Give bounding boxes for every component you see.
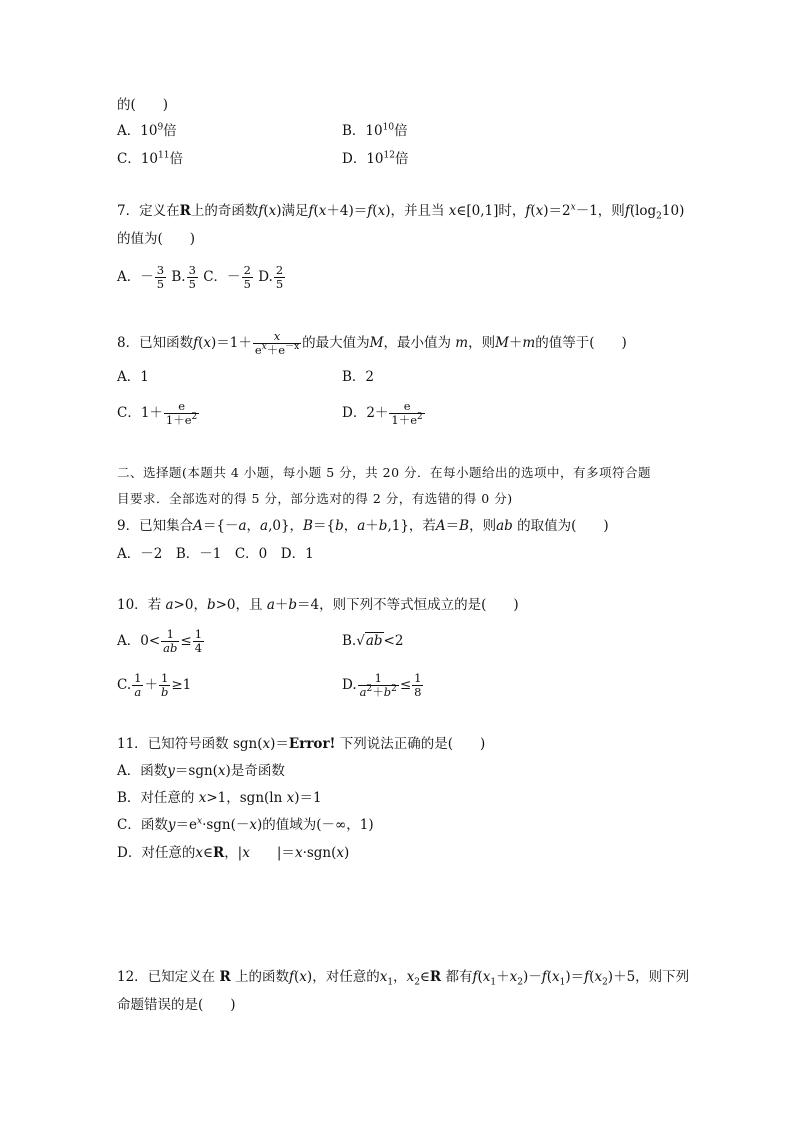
q11-option-b[interactable]: B．对任意的 x>1，sgn(ln x)＝1 <box>117 790 322 806</box>
q10-option-d[interactable]: D. $\frac{1}{a^2+b^2}$ ≤ $\frac{1}{8}$ <box>342 671 422 699</box>
q11-option-d[interactable]: D．对任意的x∈R，|x |＝x·sgn(x) <box>117 845 350 861</box>
q12-stem: 12．已知定义在 R 上的函数f(x)，对任意的$x_1$，$x_2\in R$ 都有$f(x_1+x_2)-f(x_1)=f(x_2)+5$，则下列 <box>117 969 690 988</box>
q6-option-c[interactable]: C．$10^{11}$倍 <box>117 150 183 167</box>
q6-option-a[interactable]: A．$10^9$倍 <box>117 122 177 139</box>
q8-option-a[interactable]: A．1 <box>117 369 149 385</box>
q10-option-b[interactable]: B.√ab<2 <box>342 633 404 649</box>
q9-stem: 9．已知集合A＝{－a，a,0}，B＝{b，a＋b,1}，若A＝B，则ab 的取值为( ) <box>117 518 609 534</box>
q8-option-d[interactable]: D．2＋ $\frac{e}{1+e^2}$ <box>342 399 423 427</box>
sqrt-sign: √ <box>356 633 365 649</box>
q7-stem: 7．定义在R上的奇函数f(x)满足f(x＋4)＝f(x)，并且当 x∈[0,1]时，$f(x)=2^x-1$，则$f(\log_210)$ <box>117 202 685 222</box>
q11-stem: 11．已知符号函数 sgn(x)＝Error! 下列说法正确的是( ) <box>117 736 486 752</box>
q8-stem: 8．已知函数f(x)＝1＋ $\frac{x}{e^x+e^{-x}}$ 的最大值为M，最小值为 m，则M＋m的值等于( ) <box>117 329 627 357</box>
q11-option-a[interactable]: A．函数y＝sgn(x)是奇函数 <box>117 763 285 779</box>
q7-options[interactable]: A．－ $\frac{3}{5}$ B. $\frac{3}{5}$ C．－ $\frac{2}{5}$ D. $\frac{2}{5}$ <box>117 263 284 291</box>
error-text: Error! <box>288 736 336 752</box>
q6-tail: 的( ) <box>117 97 169 113</box>
q11-option-c[interactable]: C．函数$y=e^x\cdot sgn(-x)$的值域为(－∞，1) <box>117 816 374 833</box>
q6-option-b[interactable]: B．$10^{10}$倍 <box>342 122 408 139</box>
section2-instructions-line2: 目要求．全部选对的得 5 分，部分选对的得 2 分，有选错的得 0 分) <box>117 491 513 506</box>
q7-stem-line2: 的值为( ) <box>117 231 196 247</box>
section2-instructions-line1: 二、选择题(本题共 4 小题，每小题 5 分，共 20 分．在每小题给出的选项中，有多项符合题 <box>117 465 652 480</box>
q6-option-d[interactable]: D．$10^{12}$倍 <box>342 150 409 167</box>
q8-option-b[interactable]: B．2 <box>342 369 375 385</box>
q9-options[interactable]: A．－2 B．－1 C．0 D．1 <box>117 546 314 562</box>
q8-option-c[interactable]: C．1＋ $\frac{e}{1+e^2}$ <box>117 399 198 427</box>
q12-stem-line2: 命题错误的是( ) <box>117 997 236 1013</box>
q10-stem: 10．若 a>0，b>0，且 a＋b＝4，则下列不等式恒成立的是( ) <box>117 597 519 613</box>
q10-option-a[interactable]: A．0< $\frac{1}{ab}$ ≤ $\frac{1}{4}$ <box>117 627 203 655</box>
q10-option-c[interactable]: C. $\frac{1}{a}$ ＋ $\frac{1}{b}$ ≥1 <box>117 671 192 699</box>
